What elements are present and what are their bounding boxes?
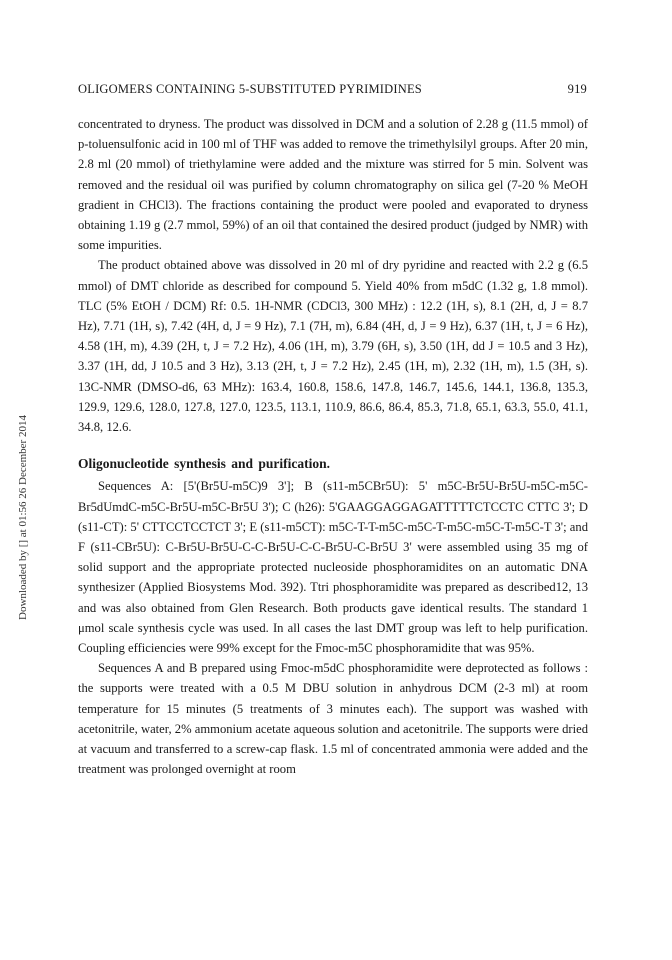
running-title: OLIGOMERS CONTAINING 5-SUBSTITUTED PYRIMIDINES: [78, 82, 422, 96]
section-heading: Oligonucleotide synthesis and purification.: [78, 456, 331, 472]
section-paragraph-1: Sequences A: [5'(Br5U-m5C)9 3']; B (s11-m5CBr5U): 5' m5C-Br5U-Br5U-m5C-m5C-Br5dUmdC-m5C-Br5U-m5C-Br5U 3'); C (h26): 5'GAAGGAGGAGATTTTTCTCCTC CTTC 3'; D (s11-CT): 5' CTTCCTCCTCT 3'; E (s11-m5CT): m5C-T-T-m5C-m5C-T-m5C-m5C-T-m5C-T 3'; and F (s11-CBr5U): C-Br5U-Br5U-C-C-Br5U-C-C-Br5U-C-Br5U 3' were assembled using 35 mg of solid support and the appropriate protected nucleoside phosphoramidites on an automatic DNA synthesizer (Applied Biosystems Mod. 392). Ttri phosphoramidite was prepared as described12, 13 and was also obtained from Glen Research. Both products gave identical results. The standard 1 μmol scale synthesis cycle was used. In all cases the last DMT group was left to help purification. Coupling efficiencies were 99% except for the Fmoc-m5C phosphoramidite that was 95%.: [78, 479, 588, 656]
section-paragraph-2: Sequences A and B prepared using Fmoc-m5dC phosphoramidite were deprotected as follows : the supports were treated with a 0.5 M DBU solution in anhydrous DCM (2-3 ml) at room temperature for 15 minutes (5 treatments of 3 minutes each). The support was washed with acetonitrile, water, 2% ammonium acetate aqueous solution and acetonitrile. The supports were dried at vacuum and transferred to a screw-cap flask. 1.5 ml of concentrated ammonia were added and the treatment was prolonged overnight at room: [78, 661, 588, 777]
running-header: [78, 82, 587, 97]
paragraph-2: The product obtained above was dissolved in 20 ml of dry pyridine and reacted with 2.2 g (6.5 mmol) of DMT chloride as described for compound 5. Yield 40% from m5dC (1.32 g, 1.8 mmol). TLC (5% EtOH / DCM) Rf: 0.5. 1H-NMR (CDCl3, 300 MHz) : 12.2 (1H, s), 8.1 (2H, d, J = 8.7 Hz), 7.71 (1H, s), 7.42 (4H, d, J = 9 Hz), 7.1 (7H, m), 6.84 (4H, d, J = 9 Hz), 6.37 (1H, t, J = 6 Hz), 4.58 (1H, m), 4.39 (2H, t, J = 7.2 Hz), 4.06 (1H, m), 3.79 (6H, s), 3.50 (1H, dd J = 10.5 and 3 Hz), 3.37 (1H, dd, J 10.5 and 3 Hz), 3.13 (2H, t, J = 7.2 Hz), 2.45 (1H, m), 2.32 (1H, m), 1.5 (3H, s). 13C-NMR (DMSO-d6, 63 MHz): 163.4, 160.8, 158.6, 147.8, 146.7, 145.6, 144.1, 136.8, 135.3, 129.9, 129.6, 128.0, 127.8, 127.0, 123.5, 113.1, 110.9, 86.6, 86.4, 85.3, 71.8, 65.1, 63.3, 55.0, 41.1, 34.8, 12.6.: [78, 258, 588, 435]
page-body: [78, 114, 588, 780]
download-watermark: Downloaded by [] at 01:56 26 December 2014: [17, 415, 29, 620]
paragraph-1: concentrated to dryness. The product was dissolved in DCM and a solution of 2.28 g (11.5 mmol) of p-toluensulfonic acid in 100 ml of THF was added to remove the trimethylsilyl groups. After 20 min, 2.8 ml (20 mmol) of triethylamine were added and the mixture was stirred for 5 min. Solvent was removed and the residual oil was purified by column chromatography on silica gel (7-20 % MeOH gradient in CHCl3). The fractions containing the product were pooled and evaporated to dryness obtaining 1.19 g (2.7 mmol, 59%) of an oil that contained the desired product (judged by NMR) with some impurities.: [78, 117, 588, 253]
page-number: 919: [567, 82, 587, 96]
